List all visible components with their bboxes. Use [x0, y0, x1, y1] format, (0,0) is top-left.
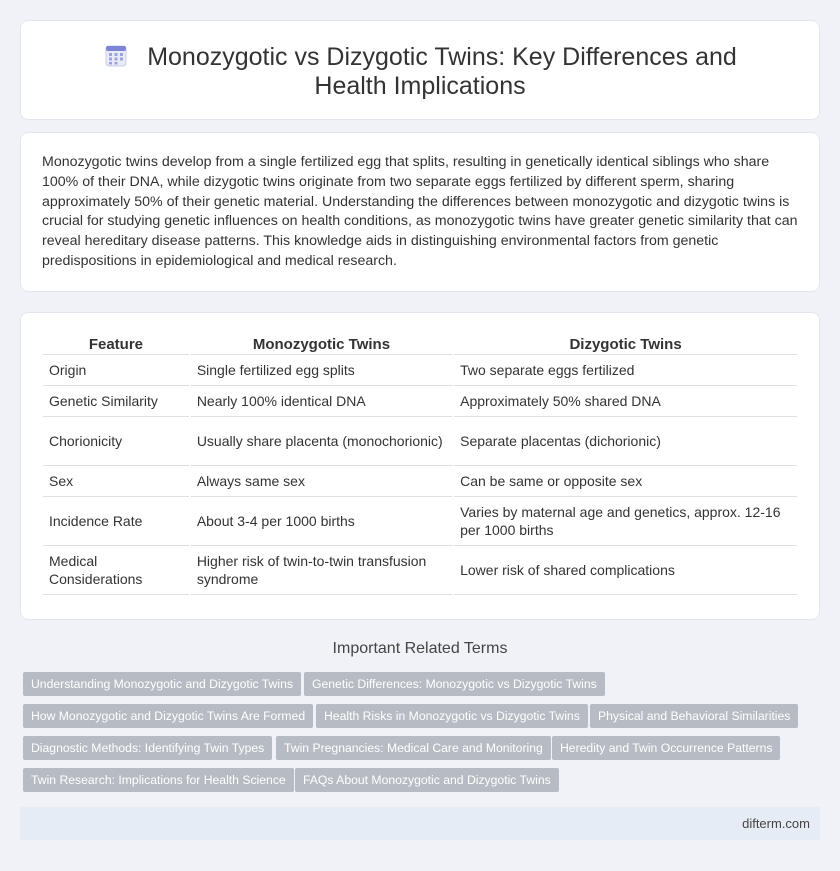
related-term-tag[interactable]: How Monozygotic and Dizygotic Twins Are Formed — [23, 704, 313, 728]
table-cell: Two separate eggs fertilized — [454, 355, 797, 386]
table-cell: Separate placentas (dichorionic) — [454, 417, 797, 466]
table-cell: Single fertilized egg splits — [191, 355, 452, 386]
table-cell: Medical Considerations — [43, 546, 189, 595]
page-title: Monozygotic vs Dizygotic Twins: Key Differences and Health Implications — [147, 43, 737, 100]
table-cell: Always same sex — [191, 466, 452, 497]
table-cell: Lower risk of shared complications — [454, 546, 797, 595]
intro-paragraph: Monozygotic twins develop from a single fertilized egg that splits, resulting in genetically identical siblings who share 100% of their DNA, while dizygotic twins originate from two separate eggs fertilized by different sperm, sharing approximately 50% of their genetic material. Understanding the differences between monozygotic and dizygotic twins is crucial for studying genetic influences on health conditions, as monozygotic twins have greater genetic similarity that can reveal hereditary disease patterns. This knowledge aids in distinguishing environmental factors from genetic predispositions in epidemiological and medical research. — [42, 154, 798, 269]
footer-site-link[interactable]: difterm.com — [742, 816, 810, 831]
table-row — [43, 497, 797, 546]
header-dizygotic: Dizygotic Twins — [454, 333, 797, 355]
table-cell: Incidence Rate — [43, 497, 189, 546]
table-row — [43, 355, 797, 386]
header-feature: Feature — [43, 333, 189, 355]
calendar-grid-icon — [103, 44, 129, 68]
table-cell: Nearly 100% identical DNA — [191, 386, 452, 417]
table-row — [43, 546, 797, 595]
table-cell: Varies by maternal age and genetics, approx. 12-16 per 1000 births — [454, 497, 797, 546]
related-term-tag[interactable]: FAQs About Monozygotic and Dizygotic Twins — [295, 768, 559, 792]
table-row — [43, 417, 797, 466]
comparison-table-card — [20, 312, 820, 620]
table-row — [43, 466, 797, 497]
page-title-wrap — [21, 43, 819, 101]
related-term-tag[interactable]: Understanding Monozygotic and Dizygotic Twins — [23, 672, 301, 696]
table-cell: Can be same or opposite sex — [454, 466, 797, 497]
related-term-tag[interactable]: Twin Pregnancies: Medical Care and Monitoring — [276, 736, 551, 760]
table-cell: Genetic Similarity — [43, 386, 189, 417]
footer — [20, 807, 820, 840]
related-term-tag[interactable]: Physical and Behavioral Similarities — [590, 704, 798, 728]
table-cell: Origin — [43, 355, 189, 386]
header-monozygotic: Monozygotic Twins — [191, 333, 452, 355]
related-term-tag[interactable]: Diagnostic Methods: Identifying Twin Types — [23, 736, 272, 760]
table-cell: Chorionicity — [43, 417, 189, 466]
related-term-tag[interactable]: Twin Research: Implications for Health Science — [23, 768, 294, 792]
table-cell: Higher risk of twin-to-twin transfusion syndrome — [191, 546, 452, 595]
related-term-tag[interactable]: Health Risks in Monozygotic vs Dizygotic Twins — [316, 704, 588, 728]
table-cell: Sex — [43, 466, 189, 497]
header-card — [20, 20, 820, 120]
table-row — [43, 386, 797, 417]
table-cell: About 3-4 per 1000 births — [191, 497, 452, 546]
comparison-table — [41, 333, 799, 595]
related-term-tag[interactable]: Genetic Differences: Monozygotic vs Dizygotic Twins — [304, 672, 605, 696]
table-header-row — [43, 333, 797, 355]
table-cell: Usually share placenta (monochorionic) — [191, 417, 452, 466]
intro-card — [20, 132, 820, 292]
related-terms-title: Important Related Terms — [332, 640, 508, 657]
table-cell: Approximately 50% shared DNA — [454, 386, 797, 417]
related-term-tag[interactable]: Heredity and Twin Occurrence Patterns — [552, 736, 780, 760]
